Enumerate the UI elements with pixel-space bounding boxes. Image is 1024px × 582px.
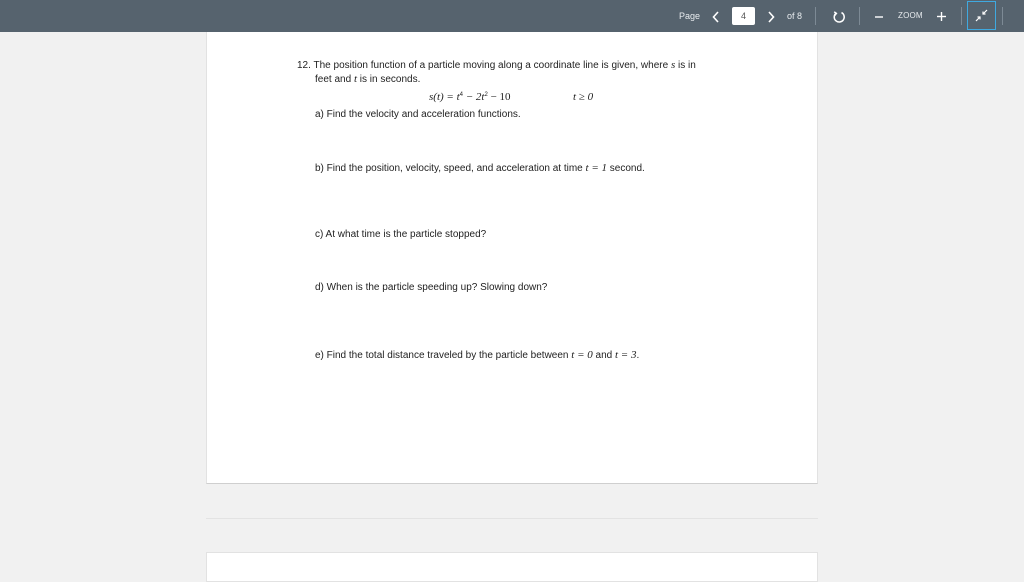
toolbar-divider	[961, 7, 962, 25]
domain-condition: t ≥ 0	[573, 91, 594, 103]
equation-part: − 2t	[463, 91, 485, 103]
question-text: is in	[678, 60, 696, 71]
math-expression: t = 3	[615, 349, 637, 361]
toolbar-divider	[859, 7, 860, 25]
question-intro-line2	[315, 73, 420, 85]
plus-icon	[936, 11, 947, 22]
exponent: 2	[484, 92, 488, 98]
question-text: .	[636, 350, 640, 361]
next-page-button[interactable]	[764, 0, 778, 32]
math-expression: t = 1	[585, 162, 608, 174]
chevron-right-icon	[767, 11, 775, 23]
part-b	[315, 162, 645, 174]
chevron-left-icon	[712, 11, 720, 23]
question-text: b) Find the position, velocity, speed, and acceleration at time	[315, 163, 583, 174]
zoom-out-button[interactable]	[873, 0, 885, 32]
previous-page-button[interactable]	[709, 0, 723, 32]
part-e	[315, 349, 639, 361]
part-c: c) At what time is the particle stopped?	[315, 229, 487, 240]
question-text: 12. The position function of a particle moving along a coordinate line is given, where	[297, 60, 669, 71]
question-text: e) Find the total distance traveled by the particle between	[315, 350, 569, 361]
variable-s: s	[670, 59, 676, 71]
collapse-arrows-icon	[975, 9, 988, 22]
equation-part: − 10	[487, 91, 511, 103]
zoom-in-button[interactable]	[934, 0, 948, 32]
question-intro-line1	[297, 59, 696, 71]
question-text: is in seconds.	[359, 74, 421, 85]
page-count-label: of 8	[787, 11, 803, 21]
equation-part: s(t) = t	[429, 91, 460, 103]
page-number-input[interactable]	[732, 7, 755, 25]
question-text: second.	[609, 163, 645, 174]
next-pdf-page	[206, 552, 818, 582]
rotate-icon	[832, 10, 846, 24]
variable-t: t	[353, 73, 357, 85]
position-equation	[429, 91, 511, 103]
rotate-button[interactable]	[830, 0, 848, 32]
part-a: a) Find the velocity and acceleration functions.	[315, 109, 521, 120]
math-expression: t = 0	[571, 349, 593, 361]
page-separator	[206, 518, 818, 519]
pdf-page	[206, 32, 818, 484]
exponent: 4	[459, 92, 463, 98]
part-d: d) When is the particle speeding up? Slowing down?	[315, 282, 548, 293]
page-label: Page	[679, 11, 701, 21]
collapse-button[interactable]	[967, 1, 996, 30]
toolbar-divider	[1002, 7, 1003, 25]
pdf-toolbar	[0, 0, 1024, 32]
toolbar-divider	[815, 7, 816, 25]
question-text: feet and	[315, 74, 352, 85]
minus-icon	[874, 12, 884, 22]
question-text: and	[595, 350, 613, 361]
zoom-label: ZOOM	[898, 11, 923, 20]
